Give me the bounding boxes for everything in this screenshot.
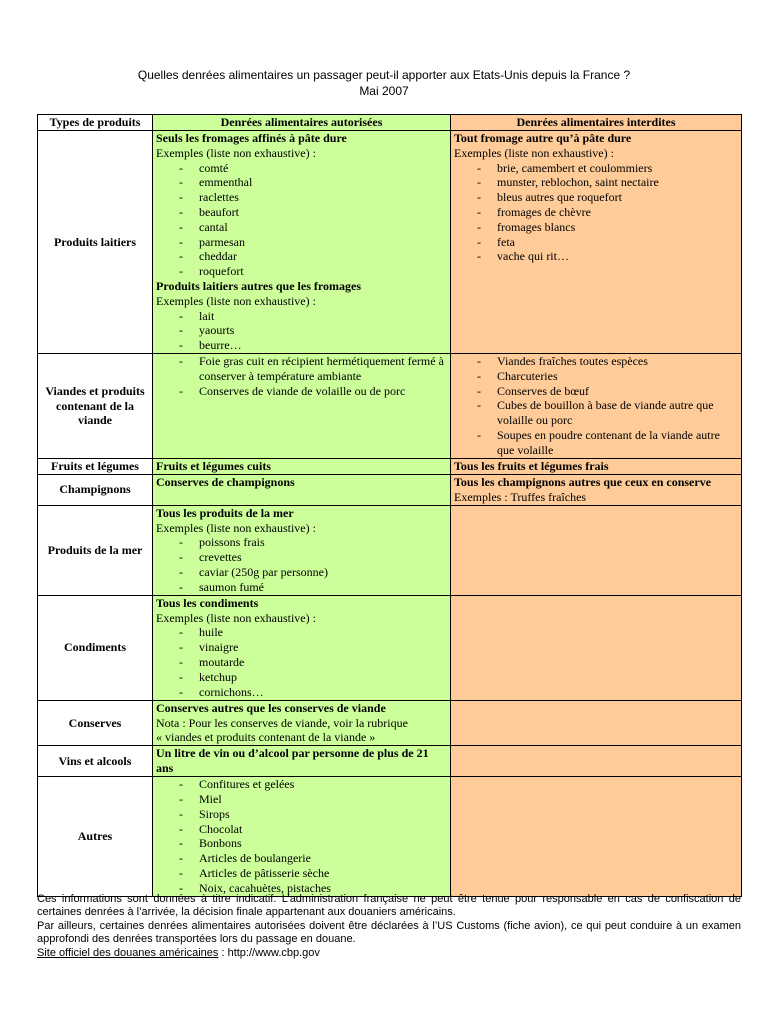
allowed-heading: Un litre de vin ou d’alcool par personne de plus de 21 ans [156,746,429,775]
table-row-autres [38,777,742,897]
list-item: - poissons frais [156,535,447,550]
category-cell: Produits de la mer [38,505,153,595]
item-list [156,535,447,594]
list-item: - beaufort [156,205,447,220]
page-subtitle: Mai 2007 [359,84,409,98]
forbidden-cell [451,505,742,595]
allowed-cell [153,595,451,700]
footer-notes [37,893,741,960]
forbidden-heading: Tout fromage autre qu’à pâte dure [454,131,632,145]
item-list [156,777,447,895]
list-item: - Cubes de bouillon à base de viande autre que volaille ou porc [454,398,738,428]
list-item: - cantal [156,220,447,235]
forbidden-cell [451,595,742,700]
list-item: - brie, camembert et coulommiers [454,161,738,176]
list-item: - fromages de chèvre [454,205,738,220]
forbidden-cell [451,458,742,474]
cbp-site-link[interactable]: Site officiel des douanes américaines [37,946,219,959]
allowed-cell [153,131,451,354]
forbidden-heading: Tous les champignons autres que ceux en conserve [454,474,712,489]
allowed-cell [153,746,451,777]
list-item: - emmenthal [156,175,447,190]
forbidden-cell [451,746,742,777]
forbidden-cell [451,131,742,354]
list-item: - comté [156,161,447,176]
table-row-vins [38,746,742,777]
forbidden-heading: Tous les fruits et légumes frais [454,458,609,473]
category-cell: Autres [38,777,153,897]
allowed-cell [153,353,451,458]
list-item: - ketchup [156,670,447,685]
list-item: - cheddar [156,249,447,264]
example-label: Exemples : Truffes fraîches [454,489,587,504]
list-item: - fromages blancs [454,220,738,235]
list-item: - cornichons… [156,685,447,700]
table-row-conserves [38,700,742,745]
list-item: - moutarde [156,655,447,670]
list-item: - beurre… [156,338,447,353]
footer-declaration-note: Par ailleurs, certaines denrées alimentaires autorisées doivent être déclarées à l’US Customs (fiche avion), ce qui peut conduire à un examen approfondi des denrées transportées lors du passage en douane. [37,919,741,946]
list-item: - munster, reblochon, saint nectaire [454,175,738,190]
allowed-cell [153,777,451,897]
allowed-heading: Tous les condiments [156,595,259,610]
allowed-heading: Produits laitiers autres que les fromages [156,278,361,293]
table-row-viandes [38,353,742,458]
list-item: - huile [156,625,447,640]
table-row-mer [38,505,742,595]
allowed-heading: Conserves autres que les conserves de viande [156,700,386,715]
list-item: - yaourts [156,323,447,338]
list-item: - Chocolat [156,822,447,837]
allowed-heading: Fruits et légumes cuits [156,458,271,473]
table-row-laitiers [38,131,742,354]
allowed-cell [153,458,451,474]
list-item: - raclettes [156,190,447,205]
page-title: Quelles denrées alimentaires un passager peut-il apporter aux Etats-Unis depuis la France ? [137,68,631,82]
category-cell: Champignons [38,474,153,505]
header-forbidden: Denrées alimentaires interdites [451,115,742,131]
list-item: - roquefort [156,264,447,279]
list-item: - Viandes fraîches toutes espèces [454,354,738,369]
note-text: Nota : Pour les conserves de viande, voir la rubrique [156,715,408,730]
example-label: Exemples (liste non exhaustive) : [156,610,316,625]
list-item: - Conserves de viande de volaille ou de porc [156,384,447,399]
category-cell: Viandes et produits contenant de la viande [38,353,153,458]
list-item: - Articles de pâtisserie sèche [156,866,447,881]
note-text: « viandes et produits contenant de la viande » [156,730,376,745]
table-header-row [38,115,742,131]
list-item: - Confitures et gelées [156,777,447,792]
list-item: - crevettes [156,550,447,565]
list-item: - feta [454,235,738,250]
forbidden-cell [451,474,742,505]
forbidden-cell [451,777,742,897]
list-item: - Sirops [156,807,447,822]
list-item: - lait [156,309,447,324]
footer-disclaimer: Ces informations sont données à titre indicatif. L’administration française ne peut être tenue pour responsable en cas de confiscation de certaines denrées à l’arrivée, la décision finale appartenant aux douaniers américains. [37,893,741,919]
allowed-cell [153,474,451,505]
list-item: - Articles de boulangerie [156,851,447,866]
list-item: - Miel [156,792,447,807]
table-row-champignons [38,474,742,505]
item-list [156,354,447,398]
item-list [454,161,738,265]
list-item: - Bonbons [156,836,447,851]
category-cell: Produits laitiers [38,131,153,354]
food-table [37,114,742,897]
example-label: Exemples (liste non exhaustive) : [454,145,614,160]
category-cell: Condiments [38,595,153,700]
forbidden-cell [451,353,742,458]
item-list [454,354,738,458]
table-row-condiments [38,595,742,700]
category-cell: Conserves [38,700,153,745]
example-label: Exemples (liste non exhaustive) : [156,145,316,160]
allowed-heading: Tous les produits de la mer [156,505,294,520]
list-item: - Soupes en poudre contenant de la viande autre que volaille [454,428,738,458]
table-row-fruits [38,458,742,474]
allowed-heading: Seuls les fromages affinés à pâte dure [156,131,347,145]
list-item: - vinaigre [156,640,447,655]
category-cell: Vins et alcools [38,746,153,777]
list-item: - Conserves de bœuf [454,384,738,399]
item-list [156,309,447,353]
category-cell: Fruits et légumes [38,458,153,474]
allowed-cell [153,700,451,745]
item-list [156,161,447,279]
list-item: - Foie gras cuit en récipient hermétiquement fermé à conserver à température ambiante [156,354,447,384]
list-item: - vache qui rit… [454,249,738,264]
example-label: Exemples (liste non exhaustive) : [156,520,316,535]
list-item: - Noix, cacahuètes, pistaches [156,881,447,896]
allowed-cell [153,505,451,595]
example-label: Exemples (liste non exhaustive) : [156,293,316,308]
header-types: Types de produits [38,115,153,131]
list-item: - Charcuteries [454,369,738,384]
forbidden-cell [451,700,742,745]
cbp-url-text: : http://www.cbp.gov [218,946,320,959]
list-item: - bleus autres que roquefort [454,190,738,205]
allowed-heading: Conserves de champignons [156,474,295,489]
item-list [156,625,447,699]
list-item: - saumon fumé [156,580,447,595]
footer-link-line [37,947,741,960]
list-item: - parmesan [156,235,447,250]
header-allowed: Denrées alimentaires autorisées [153,115,451,131]
list-item: - caviar (250g par personne) [156,565,447,580]
